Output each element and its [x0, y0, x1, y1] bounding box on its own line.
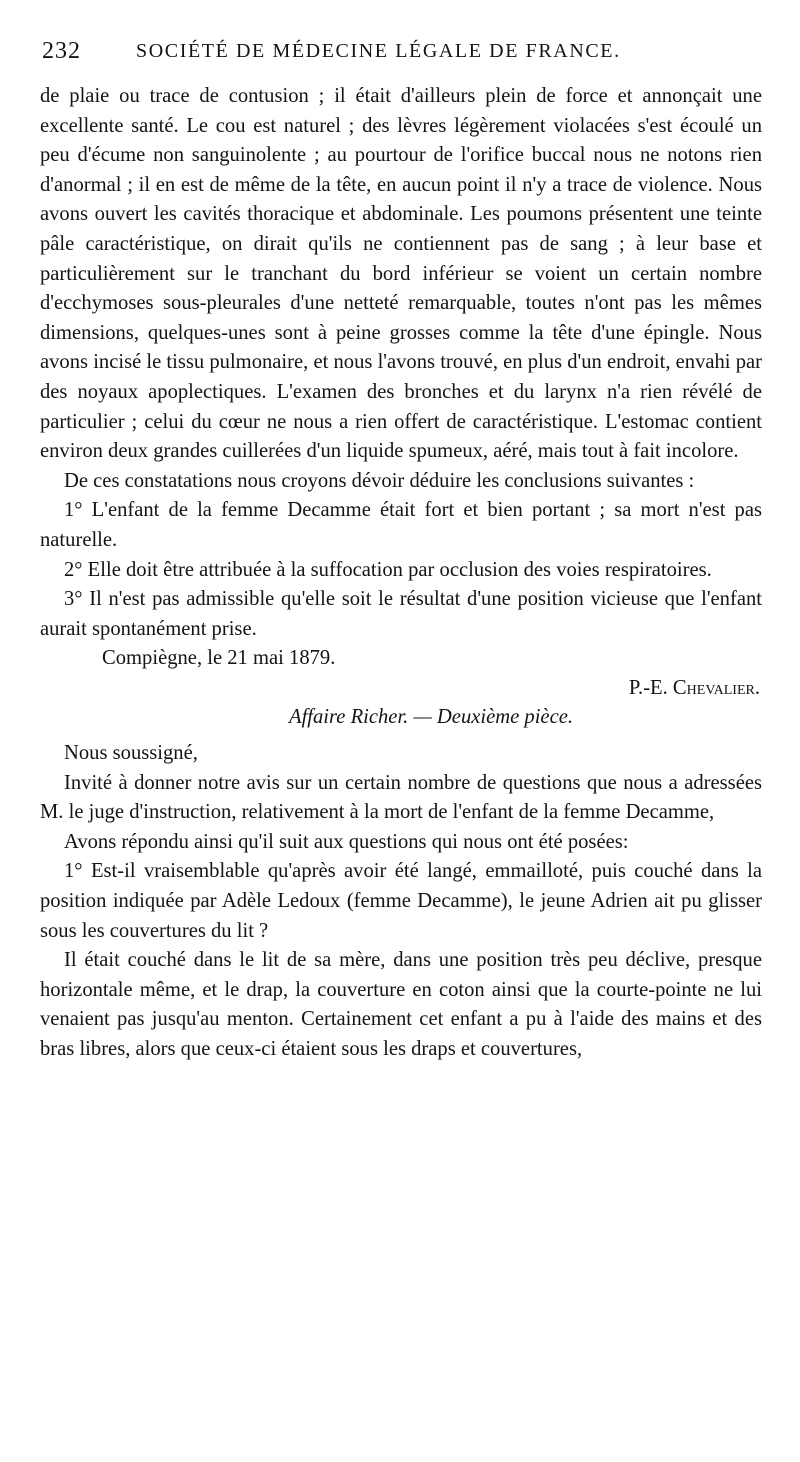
- paragraph-answer: Il était couché dans le lit de sa mère, dans une position très peu déclive, presque horizontale même, et le drap, la couverture en coton ainsi que la courte-pointe ne lui venaient pas jusqu'au menton. Certainement cet enfant a pu à l'aide des mains et des bras libres, alors que ceux-ci étaient sous les draps et couvertures,: [40, 949, 762, 1060]
- page-number: 232: [42, 38, 81, 64]
- running-title: SOCIÉTÉ DE MÉDECINE LÉGALE DE FRANCE.: [136, 40, 621, 62]
- paragraph-repondu: Avons répondu ainsi qu'il suit aux questions qui nous ont été posées:: [64, 830, 629, 853]
- conclusion-1: 1° L'enfant de la femme Decamme était fort et bien portant ; sa mort n'est pas naturelle.: [40, 499, 762, 551]
- paragraph-invite: Invité à donner notre avis sur un certain nombre de questions que nous a adressées M. le juge d'instruction, relativement à la mort de l'enfant de la femme Decamme,: [40, 771, 762, 824]
- conclusion-2: 2° Elle doit être attribuée à la suffocation par occlusion des voies respiratoires.: [64, 558, 712, 581]
- conclusion-3: 3° Il n'est pas admissible qu'elle soit le résultat d'une position vicieuse que l'enfant aurait spontanément prise.: [40, 588, 762, 640]
- paragraph-autopsy: de plaie ou trace de contusion ; il était d'ailleurs plein de force et annonçait une excellente santé. Le cou est naturel ; des lèvres légèrement violacées s'est écoulé un peu d'écume non sanguinolente ; au pourtour de l'orifice buccal nous ne notons rien d'anormal ; il en est de même de la tête, en aucun point il n'y a trace de violence. Nous avons ouvert les cavités thoracique et abdominale. Les poumons présentent une teinte pâle caractéristique, on dirait qu'ils ne contiennent pas de sang ; à leur base et particulièrement sur le tranchant du bord inférieur se voient un certain nombre d'ecchymoses sous-pleurales d'une netteté remarquable, toutes n'ont pas les mêmes dimensions, quelques-unes sont à peine grosses comme la tête d'une épingle. Nous avons incisé le tissu pulmonaire, et nous l'avons trouvé, en plus d'un endroit, envahi par des noyaux apoplectiques. L'examen des bronches et du larynx n'a rien révélé de particulier ; celui du cœur ne nous a rien offert de caractéristique. L'estomac contient environ deux grandes cuillerées d'un liquide spumeux, aéré, mais tout à fait incolore.: [40, 85, 762, 463]
- question-1: 1° Est-il vraisemblable qu'après avoir été langé, emmailloté, puis couché dans la position indiquée par Adèle Ledoux (femme Decamme), le jeune Adrien ait pu glisser sous les couvertures du lit ?: [40, 860, 762, 942]
- page-header: [40, 38, 770, 78]
- section-subtitle: Affaire Richer. — Deuxième pièce.: [288, 706, 573, 729]
- paragraph-conclusions-intro: De ces constatations nous croyons dévoir déduire les conclusions suivantes :: [64, 469, 695, 492]
- signature: P.-E. Chevalier.: [628, 676, 760, 699]
- page-body: [40, 82, 762, 1065]
- paragraph-soussigne: Nous soussigné,: [64, 742, 198, 765]
- place-date: Compiègne, le 21 mai 1879.: [102, 647, 336, 670]
